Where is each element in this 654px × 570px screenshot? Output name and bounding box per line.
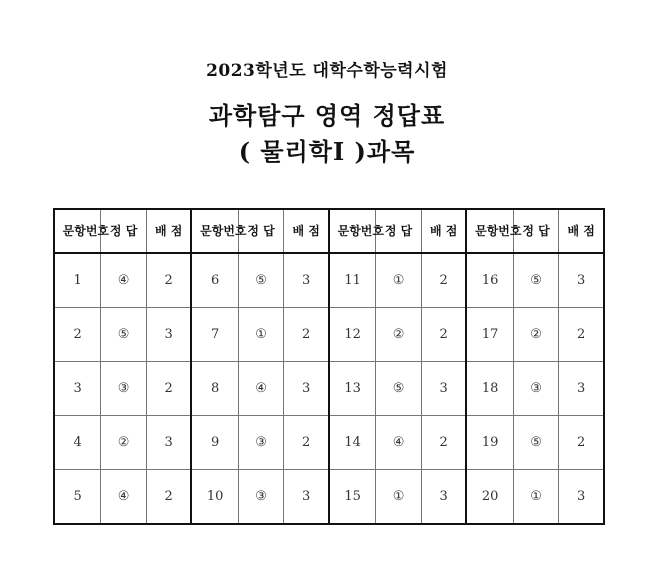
points: 2 — [146, 362, 191, 416]
question-number: 1 — [54, 253, 101, 308]
points: 2 — [559, 308, 604, 362]
header-answer: 정 답 — [513, 209, 559, 253]
header-question-number-label: 문항번호 — [337, 223, 384, 238]
header-answer: 정 답 — [376, 209, 422, 253]
points: 3 — [284, 253, 329, 308]
question-number: 18 — [466, 362, 513, 416]
points: 3 — [146, 308, 191, 362]
answer: ④ — [238, 362, 284, 416]
table-body — [54, 253, 604, 524]
points: 3 — [284, 470, 329, 525]
question-number: 7 — [191, 308, 238, 362]
points: 2 — [284, 308, 329, 362]
points: 3 — [146, 416, 191, 470]
subject-title: ( 물리학Ⅰ )과목 — [238, 137, 416, 166]
points: 3 — [559, 470, 604, 525]
table-row — [54, 416, 604, 470]
question-number: 16 — [466, 253, 513, 308]
question-number: 2 — [54, 308, 101, 362]
answer: ③ — [101, 362, 147, 416]
question-number: 19 — [466, 416, 513, 470]
points: 2 — [421, 253, 466, 308]
header-question-number-label: 문항번호 — [200, 223, 247, 238]
table-row — [54, 362, 604, 416]
header-points: 배 점 — [559, 209, 604, 253]
exam-title: 2023학년도 대학수학능력시험 — [206, 61, 448, 81]
header-answer: 정 답 — [238, 209, 284, 253]
answer: ③ — [513, 362, 559, 416]
answer: ⑤ — [376, 362, 422, 416]
points: 2 — [421, 416, 466, 470]
points: 3 — [559, 253, 604, 308]
answer: ① — [238, 308, 284, 362]
header-points: 배 점 — [421, 209, 466, 253]
header-points: 배 점 — [146, 209, 191, 253]
points: 3 — [559, 362, 604, 416]
header-points: 배 점 — [284, 209, 329, 253]
question-number: 17 — [466, 308, 513, 362]
question-number: 10 — [191, 470, 238, 525]
table-row — [54, 470, 604, 525]
points: 3 — [421, 362, 466, 416]
points: 2 — [421, 308, 466, 362]
question-number: 5 — [54, 470, 101, 525]
points: 3 — [421, 470, 466, 525]
question-number: 11 — [329, 253, 376, 308]
table-row — [54, 253, 604, 308]
answer: ① — [376, 253, 422, 308]
question-number: 14 — [329, 416, 376, 470]
answer: ③ — [238, 470, 284, 525]
answer: ② — [101, 416, 147, 470]
points: 2 — [284, 416, 329, 470]
points: 2 — [146, 253, 191, 308]
header-row — [54, 209, 604, 253]
header-question-number-label: 문항번호 — [62, 223, 110, 238]
header-question-number — [329, 209, 384, 253]
answer: ② — [513, 308, 559, 362]
answer: ⑤ — [101, 308, 147, 362]
question-number: 6 — [191, 253, 238, 308]
header-question-number — [466, 209, 522, 253]
answer: ④ — [376, 416, 422, 470]
question-number: 8 — [191, 362, 238, 416]
question-number: 15 — [329, 470, 376, 525]
points: 2 — [146, 470, 191, 525]
answer: ② — [376, 308, 422, 362]
header-question-number — [54, 209, 110, 253]
answer: ④ — [101, 470, 147, 525]
points: 3 — [284, 362, 329, 416]
question-number: 9 — [191, 416, 238, 470]
header-question-number — [191, 209, 247, 253]
answer: ④ — [101, 253, 147, 308]
header-question-number-label: 문항번호 — [475, 223, 522, 238]
answer: ③ — [238, 416, 284, 470]
question-number: 12 — [329, 308, 376, 362]
answer-table — [53, 208, 605, 525]
question-number: 3 — [54, 362, 101, 416]
answer: ⑤ — [238, 253, 284, 308]
header-answer: 정 답 — [101, 209, 147, 253]
answer-key-title: 과학탐구 영역 정답표 — [208, 101, 446, 130]
answer: ① — [376, 470, 422, 525]
points: 2 — [559, 416, 604, 470]
question-number: 13 — [329, 362, 376, 416]
answer: ⑤ — [513, 253, 559, 308]
answer: ⑤ — [513, 416, 559, 470]
question-number: 4 — [54, 416, 101, 470]
question-number: 20 — [466, 470, 513, 525]
table-row — [54, 308, 604, 362]
answer: ① — [513, 470, 559, 525]
